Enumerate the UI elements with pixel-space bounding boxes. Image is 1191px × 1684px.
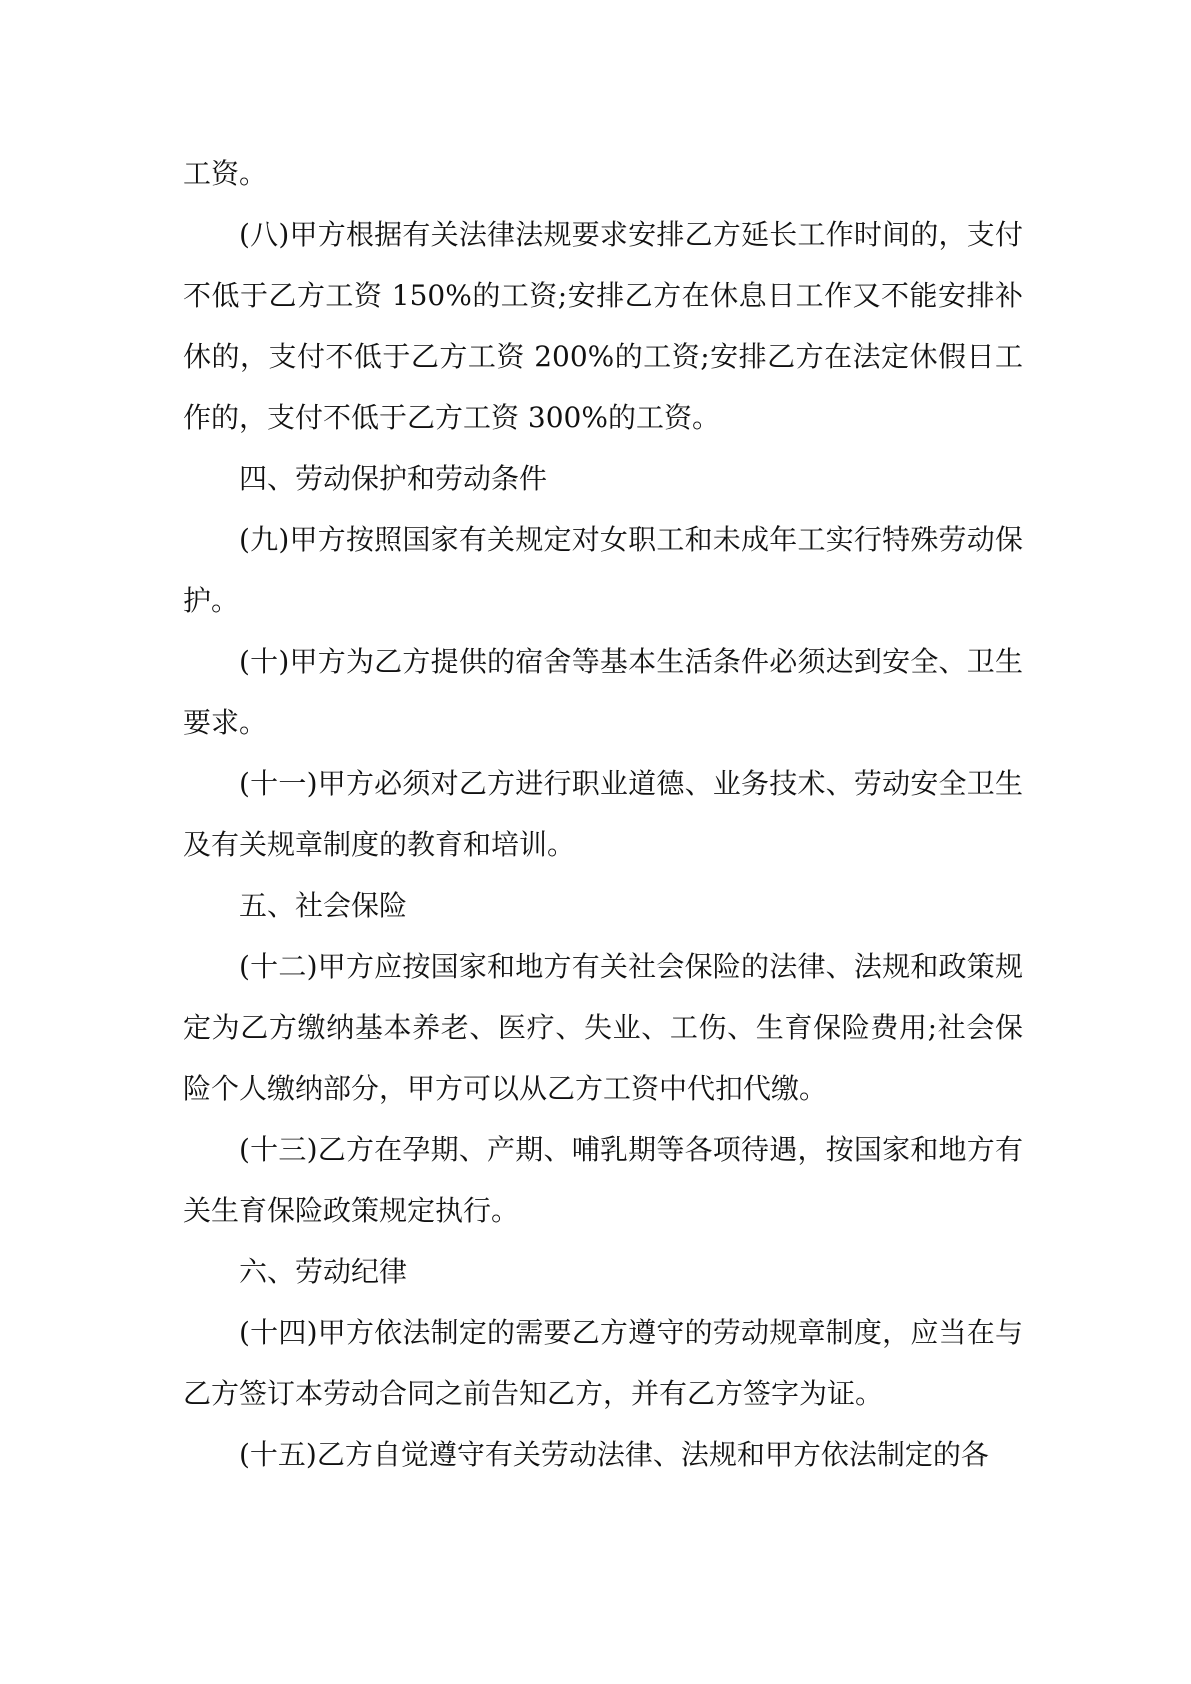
section-heading-labor-discipline: 六、劳动纪律	[239, 1255, 408, 1288]
paragraph-clause-11-training: (十一)甲方必须对乙方进行职业道德、业务技术、劳动安全卫生及有关规章制度的教育和培训。	[183, 767, 1023, 861]
document-body	[183, 143, 1023, 1485]
paragraph-clause-15-compliance: (十五)乙方自觉遵守有关劳动法律、法规和甲方依法制定的各	[239, 1438, 989, 1471]
paragraph-clause-9-special-protection: (九)甲方按照国家有关规定对女职工和未成年工实行特殊劳动保护。	[183, 523, 1023, 617]
paragraph-wage-continued: 工资。	[183, 157, 268, 190]
paragraph-clause-13-maternity: (十三)乙方在孕期、产期、哺乳期等各项待遇，按国家和地方有关生育保险政策规定执行。	[183, 1133, 1023, 1227]
paragraph-clause-14-rules-notice: (十四)甲方依法制定的需要乙方遵守的劳动规章制度，应当在与乙方签订本劳动合同之前告知乙方，并有乙方签字为证。	[183, 1316, 1023, 1410]
section-heading-labor-protection: 四、劳动保护和劳动条件	[239, 462, 548, 495]
section-heading-social-insurance: 五、社会保险	[239, 889, 408, 922]
paragraph-clause-8-overtime-pay: (八)甲方根据有关法律法规要求安排乙方延长工作时间的，支付不低于乙方工资 150%的工资;安排乙方在休息日工作又不能安排补休的，支付不低于乙方工资 200%的工资;安排乙方在法定休假日工作的，支付不低于乙方工资 300%的工资。	[183, 218, 1023, 434]
paragraph-clause-12-insurance-fees: (十二)甲方应按国家和地方有关社会保险的法律、法规和政策规定为乙方缴纳基本养老、医疗、失业、工伤、生育保险费用;社会保险个人缴纳部分，甲方可以从乙方工资中代扣代缴。	[183, 950, 1023, 1105]
paragraph-clause-10-living-conditions: (十)甲方为乙方提供的宿舍等基本生活条件必须达到安全、卫生要求。	[183, 645, 1023, 739]
